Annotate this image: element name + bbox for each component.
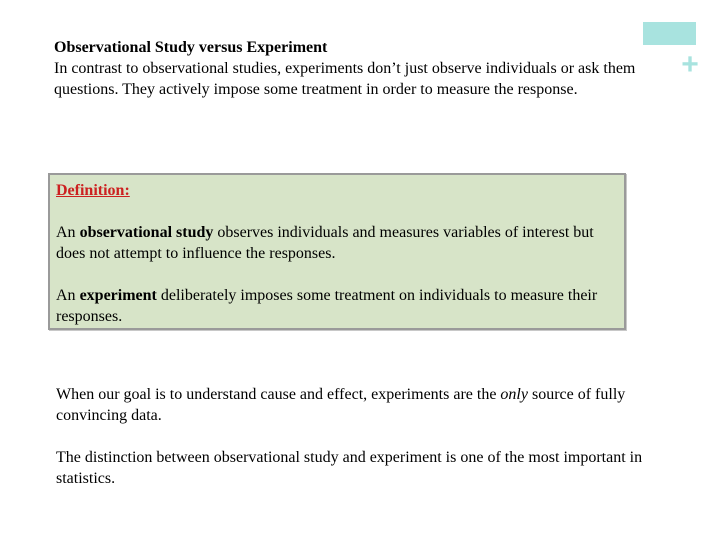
conclusion-after: source of fully convincing data. xyxy=(56,386,626,424)
definition-label: Definition: xyxy=(56,182,130,199)
experiment-term: experiment xyxy=(79,287,157,304)
experiment-rest: deliberately imposes some treatment on individuals to measure their responses. xyxy=(56,287,598,325)
observational-rest: observes individuals and measures variables of interest but does not attempt to influence the responses. xyxy=(56,224,594,262)
conclusion-section xyxy=(56,384,666,489)
definition-box xyxy=(48,173,626,330)
intro-section xyxy=(54,37,644,100)
intro-body: In contrast to observational studies, experiments don’t just observe individuals or ask them questions. They actively impose some treatment in order to measure the response. xyxy=(54,60,636,98)
experiment-definition xyxy=(56,285,618,327)
observational-prefix: An xyxy=(56,224,80,241)
conclusion-emphasis: only xyxy=(500,386,528,403)
observational-term: observational study xyxy=(79,224,214,241)
conclusion-before: When our goal is to understand cause and effect, experiments are the xyxy=(56,386,501,403)
corner-accent-bar xyxy=(643,22,696,45)
observational-definition xyxy=(56,222,618,264)
experiment-prefix: An xyxy=(56,287,80,304)
conclusion-paragraph-1 xyxy=(56,384,666,426)
intro-title: Observational Study versus Experiment xyxy=(54,39,328,56)
conclusion-paragraph-2: The distinction between observational study and experiment is one of the most important in statistics. xyxy=(56,449,643,487)
plus-icon: + xyxy=(681,48,699,81)
